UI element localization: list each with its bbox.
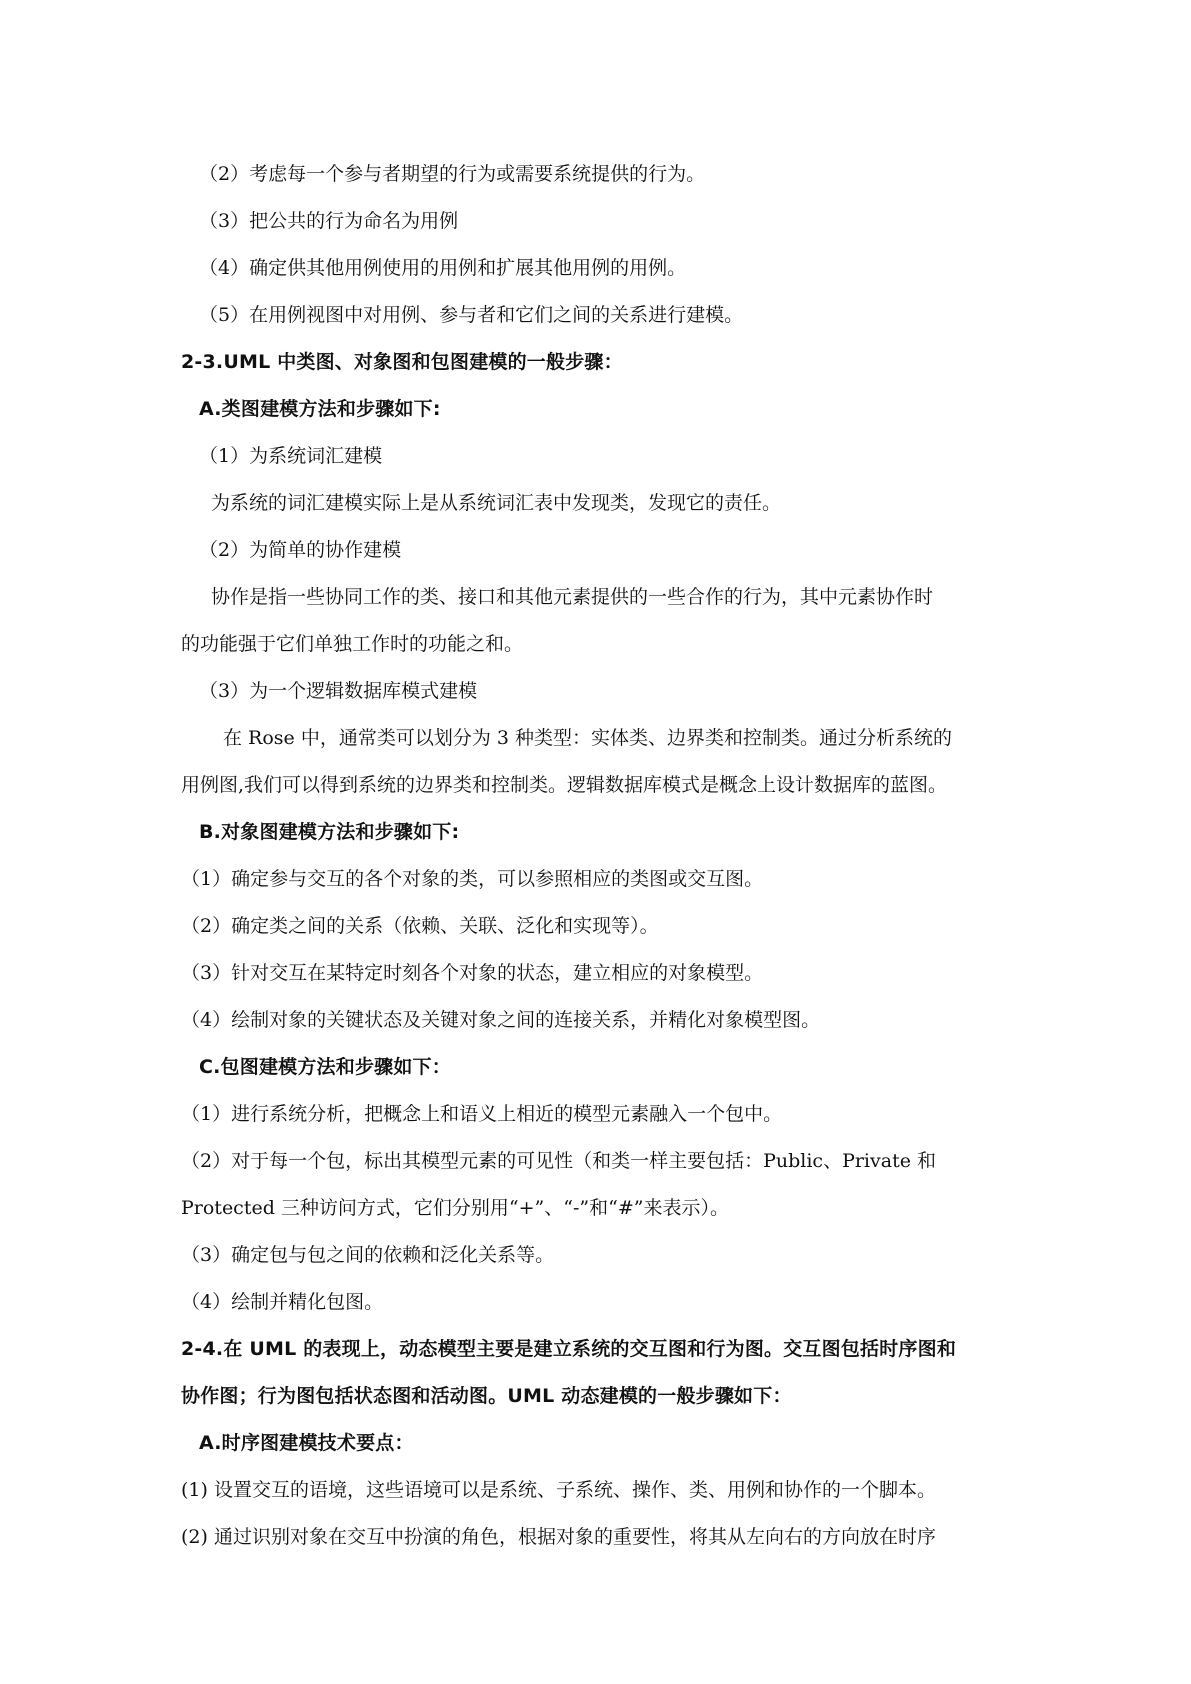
object-step-4: （4）绘制对象的关键状态及关键对象之间的连接关系，并精化对象模型图。: [181, 1009, 821, 1031]
class-step-2-detail-line-2: 的功能强于它们单独工作时的功能之和。: [181, 633, 524, 655]
package-step-4: （4）绘制并精化包图。: [181, 1291, 384, 1313]
usecase-step-4: （4）确定供其他用例使用的用例和扩展其他用例的用例。: [199, 257, 687, 279]
class-step-3-detail-line-2: 用例图,我们可以得到系统的边界类和控制类。逻辑数据库模式是概念上设计数据库的蓝图。: [181, 774, 948, 796]
subheading-object-diagram: B.对象图建模方法和步骤如下:: [199, 821, 460, 843]
usecase-step-5: （5）在用例视图中对用例、参与者和它们之间的关系进行建模。: [199, 304, 744, 326]
package-step-2-line-2: Protected 三种访问方式，它们分别用“+”、“-”和“#”来表示）。: [181, 1197, 729, 1219]
sequence-step-2: (2) 通过识别对象在交互中扮演的角色，根据对象的重要性，将其从左向右的方向放在时序: [181, 1526, 936, 1548]
section-heading-2-4-line-1: 2-4.在 UML 的表现上，动态模型主要是建立系统的交互图和行为图。交互图包括时序图和: [181, 1338, 957, 1360]
class-step-1-detail: 为系统的词汇建模实际上是从系统词汇表中发现类，发现它的责任。: [211, 492, 782, 514]
section-heading-2-4-line-2: 协作图；行为图包括状态图和活动图。UML 动态建模的一般步骤如下：: [181, 1385, 792, 1407]
object-step-1: （1）确定参与交互的各个对象的类，可以参照相应的类图或交互图。: [181, 868, 764, 890]
object-step-2: （2）确定类之间的关系（依赖、关联、泛化和实现等）。: [181, 915, 659, 937]
class-step-1: （1）为系统词汇建模: [199, 445, 383, 467]
class-step-3-detail-line-1: 在 Rose 中，通常类可以划分为 3 种类型：实体类、边界类和控制类。通过分析系统的: [223, 727, 952, 749]
subheading-class-diagram: A.类图建模方法和步骤如下:: [199, 398, 441, 420]
object-step-3: （3）针对交互在某特定时刻各个对象的状态，建立相应的对象模型。: [181, 962, 764, 984]
subheading-package-diagram: C.包图建模方法和步骤如下：: [199, 1056, 451, 1078]
class-step-3: （3）为一个逻辑数据库模式建模: [199, 680, 478, 702]
usecase-step-3: （3）把公共的行为命名为用例: [199, 210, 459, 232]
document-content: [181, 151, 1021, 1561]
package-step-1: （1）进行系统分析，把概念上和语义上相近的模型元素融入一个包中。: [181, 1103, 783, 1125]
section-heading-2-3: 2-3.UML 中类图、对象图和包图建模的一般步骤：: [181, 351, 623, 373]
package-step-3: （3）确定包与包之间的依赖和泛化关系等。: [181, 1244, 555, 1266]
package-step-2-line-1: （2）对于每一个包，标出其模型元素的可见性（和类一样主要包括：Public、Private 和: [181, 1150, 936, 1172]
class-step-2: （2）为简单的协作建模: [199, 539, 402, 561]
usecase-step-2: （2）考虑每一个参与者期望的行为或需要系统提供的行为。: [199, 163, 706, 185]
class-step-2-detail-line-1: 协作是指一些协同工作的类、接口和其他元素提供的一些合作的行为，其中元素协作时: [211, 586, 934, 608]
sequence-step-1: (1) 设置交互的语境，这些语境可以是系统、子系统、操作、类、用例和协作的一个脚本。: [181, 1479, 936, 1501]
subheading-sequence-diagram: A.时序图建模技术要点：: [199, 1432, 414, 1454]
